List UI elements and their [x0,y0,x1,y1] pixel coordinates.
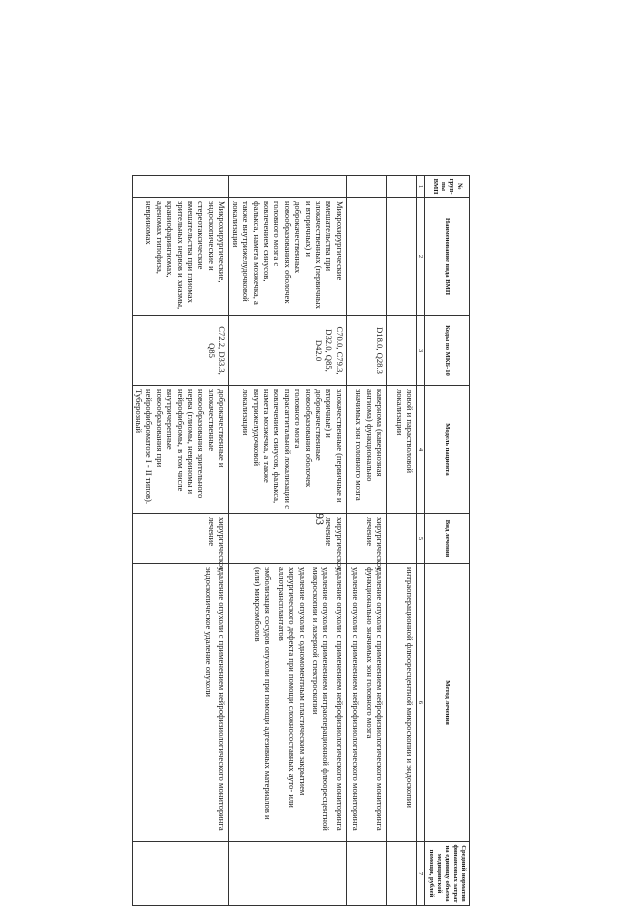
method-item: удаление опухоли с применением нейрофизиологического мониторинга [217,567,228,831]
col-num: 5 [417,514,425,564]
method-item: удаление опухоли с применением нейрофизиологического мониторинга [351,567,362,831]
treatment-cell: хирургическое лечение [132,514,229,564]
col-num: 3 [417,316,425,386]
table-row [229,176,346,906]
rotated-table-wrapper [130,175,470,905]
header-name: Наименование вида ВМП [425,198,470,316]
page-number: 93 [313,513,327,525]
treatment-cell: хирургическое лечение [346,514,386,564]
header-group-no: № груп- пы ВМП [425,176,470,198]
table-row [387,176,417,906]
column-number-row [417,176,425,906]
model-cell: кавернома (кавернозная ангиома) функционально значимых зон головного мозга [346,386,386,514]
name-cell: Микрохирургические, эндоскопические и стереотаксические вмешательства при глиомах зрительных нервов и хиазмы, краниофарингиомах, аденомах гипофиза, невриномах [132,198,229,316]
table-row [346,176,386,906]
codes-cell: C72.2, D33.3, Q85 [132,316,229,386]
model-cell: ловой и парастволовой локализации [387,386,417,514]
method-cell [229,564,346,842]
method-item: удаление опухоли с применением интраоперационной флюоресцентной микроскопии и лазерной спектроскопии [310,567,332,831]
table-row [132,176,229,906]
header-codes: Коды по МКБ-10 [425,316,470,386]
col-num: 7 [417,842,425,906]
model-cell: доброкачественные и злокачественные новообразования зрительного нерва (глиомы, невриномы и нейрофибромы, в том числе внутричерепные новообразования при нейрофиброматозе I - II типов). Туберозный [132,386,229,514]
header-method: Метод лечения [425,564,470,842]
method-cell [346,564,386,842]
treatment-table [132,175,470,906]
header-cost: Средний норматив финансовых затрат на единицу объема медицинской помощи, рублей [425,842,470,906]
header-model: Модель пациента [425,386,470,514]
method-item: эндоскопическое удаление опухоли [203,567,214,698]
treatment-cell: хирургическое лечение [229,514,346,564]
name-cell: Микрохирургические вмешательства при злокачественных (первичных и вторичных) и доброкачественных новообразованиях оболочек головного мозга с вовлечением синусов, фалькса, намета мозжечка, а также внутрижелудочковой локализации [229,198,346,316]
method-cell [132,564,229,842]
method-item: удаление опухоли с применением нейрофизиологического мониторинга [334,567,345,831]
method-item: удаление опухоли с применением нейрофизиологического мониторинга функционально значимых зон головного мозга [364,567,385,831]
header-row [425,176,470,906]
col-num: 4 [417,386,425,514]
method-item: удаление опухоли с одномоментным пластическим закрытием хирургического дефекта при помощи сложносоставных ауто- или аллотрансплантатов [276,567,308,808]
codes-cell: C70.0, C79.3, D32.0, Q85, D42.0 [229,316,346,386]
codes-cell: D18.0, Q28.3 [346,316,386,386]
col-num: 6 [417,564,425,842]
method-item: интраоперационной флюоресцентной микроскопии и эндоскопии [405,567,415,809]
col-num: 1 [417,176,425,198]
method-item: эмболизация сосудов опухоли при помощи адгезивных материалов и (или) микроэмболов [252,567,274,820]
method-cell [387,564,417,842]
model-cell: злокачественные (первичные и вторичные) и доброкачественные новообразования оболочек головного мозга парасаггитальной локализации с вовлечением синусов, фалькса, намета мозжечка, а также внутрижелудочковой локализации [229,386,346,514]
col-num: 2 [417,198,425,316]
header-treatment: Вид лечения [425,514,470,564]
